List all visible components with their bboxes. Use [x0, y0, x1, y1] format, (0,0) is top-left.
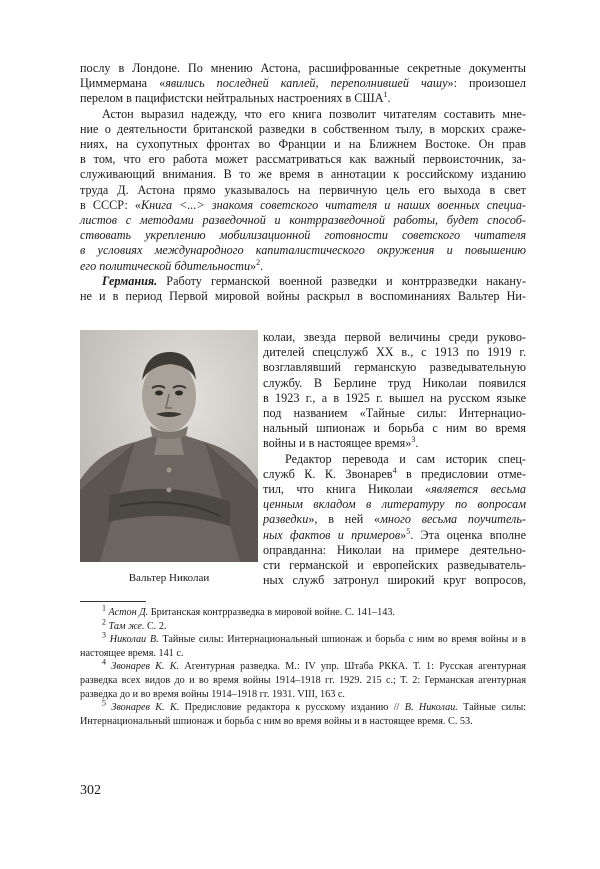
text-line: в условиях международного капиталистического окружения и повышению — [80, 243, 526, 258]
footnote-separator — [80, 601, 146, 602]
portrait-figure — [80, 330, 258, 584]
footnote-4: $^4$ Звонарев К. К. Агентурная разведка. М.: IV упр. Штаба РККА. Т. 1: Русская агентурная разведка всех видов до и во время войны 1914–1918 гг. 1929. 215 с.; Т. 2: Германская агентурная разведка до и во время войны 1914–1918 гг. 1931. VIII, 163 с. — [80, 657, 526, 700]
paragraph-1 — [80, 61, 526, 107]
text-line: дителей спецслужб XX в., с 1913 по 1919 г. — [263, 345, 526, 360]
right-paragraph-2 — [263, 452, 526, 589]
footnotes — [80, 603, 527, 728]
text-line: послу в Лондоне. По мнению Астона, расшифрованные секретные документы — [80, 61, 526, 75]
footnote-1: $^1$ Астон Д. Британская контрразведка в мировой войне. С. 141–143. — [102, 603, 395, 618]
text-line: ценным вкладом в литературу по вопросам — [263, 497, 526, 512]
footnote-3: $^3$ Николаи В. Тайные силы: Интернациональный шпионаж и борьба с ним во время войны и в настоящее время. 141 с. — [80, 630, 526, 659]
portrait-photo — [80, 330, 258, 562]
text-line: не и в период Первой мировой войны раскрыл в воспоминаниях Вальтер Ни- — [80, 289, 526, 304]
text-line: колаи, звезда первой величины среди руково- — [263, 330, 526, 344]
portrait-image — [80, 330, 258, 562]
text-line: возглавлявший германскую разведывательную — [263, 360, 526, 375]
right-paragraph-1 — [263, 330, 526, 452]
text-line: служб К. К. Звонарев$^4$ в предисловии отме- — [263, 465, 526, 481]
page-number: 302 — [80, 783, 101, 798]
text-line: листов с методами разведочной и контрразведочной работы, будет способ- — [80, 213, 526, 228]
text-line: в том, что его работа может рассматриваться как важный первоисточник, за- — [80, 152, 526, 167]
paragraph-2 — [80, 107, 526, 274]
text-line: Редактор перевода и сам историк спец- — [285, 451, 526, 466]
text-line: нальный шпионаж и борьба с ним во время — [263, 421, 526, 436]
text-line: его политической бдительности»$^2$. — [80, 257, 264, 273]
photo-caption: Вальтер Николаи — [128, 572, 210, 584]
text-line: ных фактов и примеров»$^5$. Эта оценка вполне — [263, 526, 526, 542]
text-line: служивающий внимания. В то же время в аннотации к российскому изданию — [80, 167, 526, 182]
main-text — [80, 61, 526, 304]
text-line: в СССР: «Книга <...> знакомя советского читателя и наших военных специа- — [80, 197, 526, 212]
text-line: ниях, на сухопутных фронтах во Франции и на Ближнем Востоке. Он прав — [80, 137, 526, 152]
text-line: оправданна: Николаи на примере деятельно- — [263, 542, 526, 557]
text-line: перелом в пацифистски нейтральных настроениях в США$^1$. — [80, 90, 391, 106]
text-line: Циммермана «явились последней каплей, переполнившей чашу»: произошел — [80, 76, 526, 91]
footnote-2: $^2$ Там же. С. 2. — [102, 617, 167, 632]
text-line: ние о деятельности британской разведки в собственном тылу, в морских сраже- — [80, 121, 526, 136]
text-line: ствовать укреплению мобилизационной готовности советского читателя — [80, 228, 526, 243]
right-column-text — [263, 330, 526, 588]
text-line: службу. В Берлине труд Николаи появился — [263, 375, 526, 390]
text-line: ных служб затронул широкий круг вопросов, — [263, 573, 526, 588]
paragraph-3 — [80, 274, 526, 304]
text-line: сти германской и европейских разведыватель- — [263, 558, 526, 573]
text-line: под названием «Тайные силы: Интернацио- — [263, 406, 526, 421]
text-line: войны и в настоящее время»$^3$. — [263, 435, 419, 451]
text-line: Астон выразил надежду, что его книга позволит читателям составить мне- — [102, 106, 526, 121]
text-line: тил, что книга Николаи «является весьма — [263, 482, 526, 497]
text-line: в 1923 г., а в 1925 г. вышел на русском языке — [263, 390, 526, 405]
text-line: Германия. Работу германской военной разведки и контрразведки накану- — [102, 273, 526, 288]
text-line: труда Д. Астона прямо указывалось на первичную цель его выхода в свет — [80, 182, 526, 197]
footnote-5: $^5$ Звонарев К. К. Предисловие редактора к русскому изданию // В. Николаи. Тайные силы: Интернациональный шпионаж и борьба с ним во время войны и в настоящее время. С. 53. — [80, 698, 527, 727]
text-line: разведки», в ней «много весьма поучитель- — [263, 512, 526, 527]
